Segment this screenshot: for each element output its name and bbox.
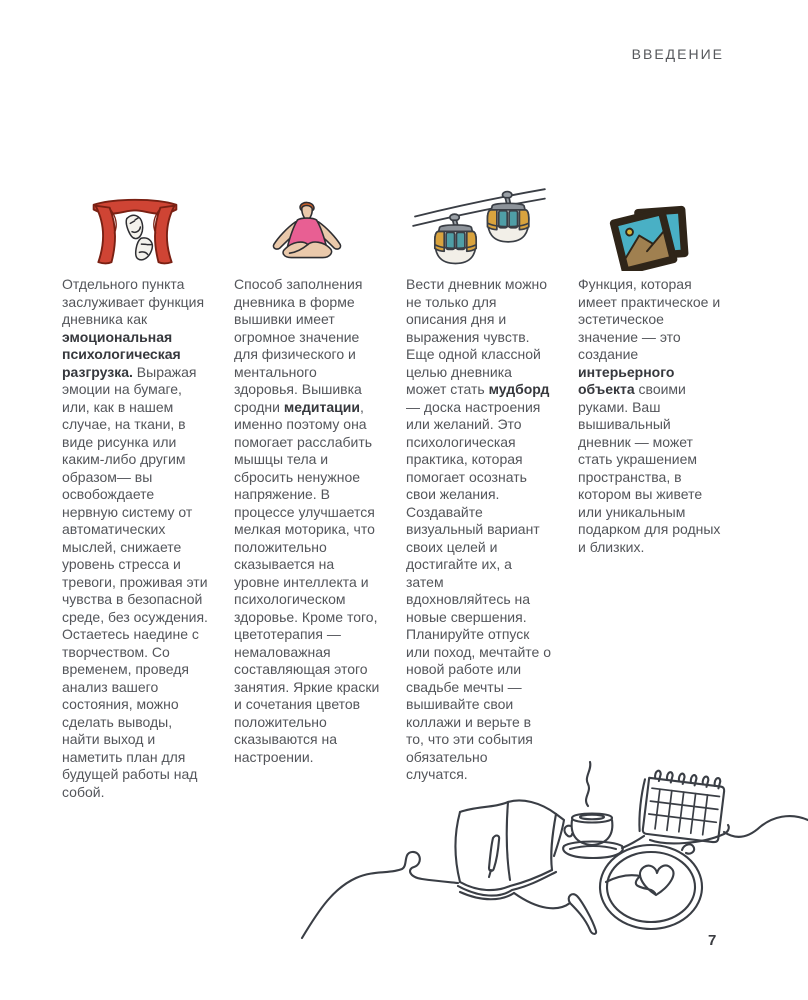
meditation-drawing: [259, 197, 355, 271]
photos-drawing: [606, 195, 696, 271]
page-number: 7: [708, 932, 717, 949]
photos-icon: [578, 183, 724, 271]
cable-cars-drawing: [412, 177, 546, 271]
cable-cars-icon: [406, 183, 552, 271]
illustration-row: [62, 183, 752, 271]
theater-masks-icon: [62, 183, 208, 271]
theater-masks-drawing: [88, 195, 182, 271]
footer-line-doodle: [300, 740, 808, 970]
page-header: ВВЕДЕНИЕ: [631, 46, 724, 62]
text-columns: [62, 276, 752, 801]
column-2-paragraph: Способ заполнения дневника в форме вышивки имеет огромное значение для физического и ментального здоровья. Вышивка сродни медитации, именно поэтому она помогает расслабить мышцы тела и сбросить ненужное напряжение. В процессе улучшается мелкая моторика, что положительно сказывается на уровне интеллекта и психологическом здоровье. Кроме того, цветотерапия — немаловажная составляющая этого занятия. Яркие краски и сочетания цветов положительно сказываются на настроении.: [234, 276, 380, 765]
column-3-paragraph: Вести дневник можно не только для описания дня и выражения чувств. Еще одной классной целью дневника может стать мудборд — доска настроения или желаний. Это психологическая практика, которая помогает осознать свои желания. Создавайте визуальный вариант своих целей и достигайте их, а затем вдохновляйтесь на новые свершения. Планируйте отпуск или поход, мечтайте о новой работе или свадьбе мечты — вышивайте свои коллажи и верьте в то, что эти события обязательно случатся.: [406, 276, 551, 782]
meditation-icon: [234, 183, 380, 271]
column-4-paragraph: Функция, которая имеет практическое и эстетическое значение — это создание интерьерного объекта своими руками. Ваш вышивальный дневник — может стать украшением пространства, в котором вы живете или уникальным подарком для родных и близких.: [578, 276, 721, 555]
column-1-paragraph: Отдельного пункта заслуживает функция дневника как эмоциональная психологическая разгрузка. Выражая эмоции на бумаге, или, как в нашем случае, на ткани, в виде рисунка или каким-либо другим образом— вы освобождаете нервную систему от автоматических мыслей, снижаете уровень стресса и тревоги, проживая эти чувства в безопасной среде, без осуждения. Остаетесь наедине с творчеством. Со временем, проведя анализ вашего состояния, можно сделать выводы, найти выход и наметить план для будущей работы над собой.: [62, 276, 208, 800]
